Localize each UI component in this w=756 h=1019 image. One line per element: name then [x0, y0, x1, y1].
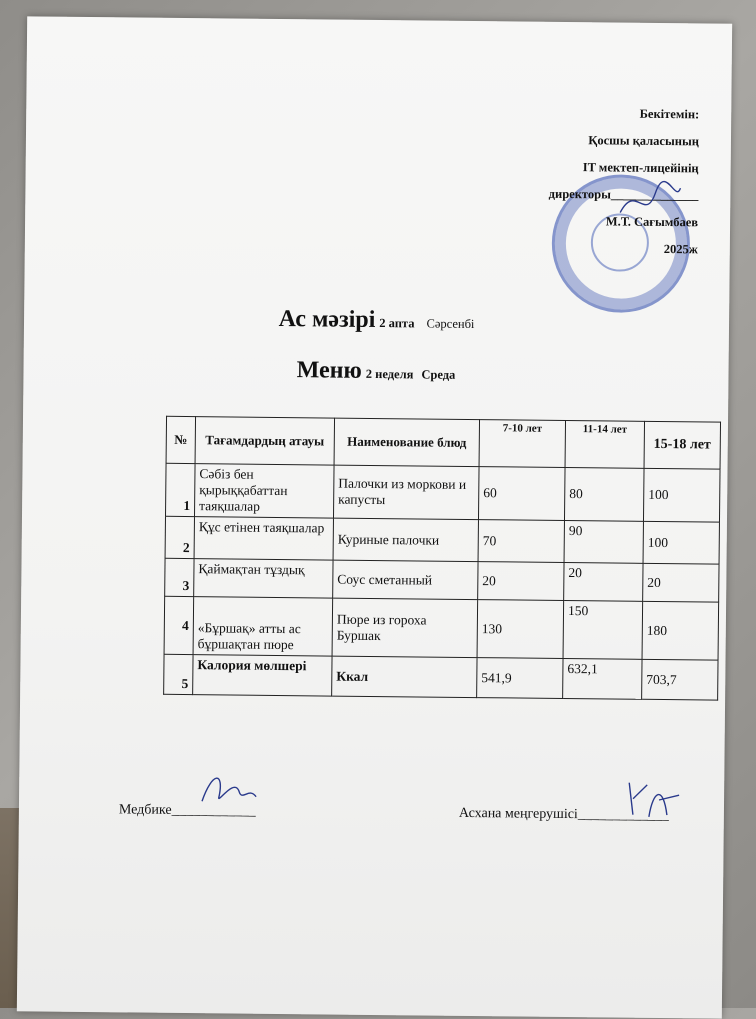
portion-15-18: 100 — [643, 468, 720, 522]
row-number: 2 — [165, 516, 194, 558]
header-dish-ru: Наименование блюд — [334, 418, 479, 467]
portion-7-10: 20 — [478, 562, 564, 601]
dish-kz: Сәбіз бен қырыққабаттан таяқшалар — [194, 464, 334, 518]
portion-7-10: 130 — [477, 600, 564, 659]
portion-15-18: 100 — [643, 521, 719, 564]
table-row — [164, 596, 719, 660]
director-signature — [615, 173, 686, 234]
title-russian-main: Меню — [296, 357, 362, 384]
portion-7-10: 60 — [478, 467, 565, 521]
menu-table — [163, 416, 721, 701]
title-russian-day: Среда — [421, 367, 456, 382]
title-russian — [23, 354, 728, 388]
head-signature — [619, 775, 689, 824]
approval-line-1: Бекітемін: — [639, 106, 700, 122]
portion-11-14: 80 — [564, 467, 644, 521]
header-age-11-14: 11-14 лет — [565, 420, 644, 468]
title-russian-week: 2 неделя — [365, 366, 414, 382]
approval-line-5: М.Т. Сағымбаев — [605, 214, 699, 230]
approval-line-4: директоры______________ — [548, 186, 699, 203]
header-age-15-18: 15-18 лет — [644, 421, 720, 469]
dish-kz: Қаймақтан тұздық — [194, 559, 333, 598]
nurse-label: Медбике — [118, 802, 172, 818]
dish-ru: Пюре из гороха Буршак — [332, 598, 478, 658]
calories-label-kz: Калория мөлшері — [193, 655, 332, 696]
header-dish-kz: Тағамдардың атауы — [195, 417, 334, 465]
table-row — [165, 558, 719, 602]
calories-11-14: 632,1 — [563, 658, 642, 699]
portion-11-14: 90 — [564, 520, 643, 563]
header-number: № — [166, 416, 195, 463]
head-signature-line: Асхана меңгерушісі_____________ — [458, 805, 669, 824]
dish-ru: Куриные палочки — [333, 518, 478, 562]
portion-11-14: 150 — [563, 600, 643, 659]
table-row — [166, 463, 721, 522]
nurse-signature — [194, 766, 264, 812]
approval-line-3: IT мектеп-лицейінің — [582, 160, 699, 176]
calories-15-18: 703,7 — [642, 659, 718, 700]
table-row-total — [164, 654, 718, 700]
head-label: Асхана меңгерушісі — [458, 805, 578, 823]
table-row — [165, 516, 719, 564]
row-number: 5 — [164, 654, 193, 694]
dish-ru: Палочки из моркови и капусты — [333, 465, 479, 520]
table-header-row — [166, 416, 720, 469]
row-number: 3 — [165, 558, 194, 596]
approval-line-2: Қосшы қаласының — [588, 133, 700, 149]
title-kazakh-main: Ас мәзірі — [278, 305, 376, 333]
portion-11-14: 20 — [564, 562, 643, 601]
portion-15-18: 20 — [643, 563, 719, 602]
nurse-signature-line: Медбике____________ — [118, 802, 256, 819]
portion-7-10: 70 — [478, 520, 564, 563]
dish-kz: Құс етінен таяқшалар — [194, 517, 333, 560]
header-age-7-10: 7-10 лет — [479, 420, 565, 468]
row-number: 4 — [164, 596, 194, 654]
calories-label-ru: Ккал — [332, 656, 477, 698]
calories-7-10: 541,9 — [477, 658, 563, 699]
dish-ru: Соус сметанный — [333, 560, 478, 600]
portion-15-18: 180 — [642, 601, 719, 660]
dish-kz: «Бұршақ» атты ас бұршақтан пюре — [193, 597, 333, 656]
approval-line-6: 2025ж — [663, 242, 698, 257]
title-kazakh-day: Сәрсенбі — [426, 316, 475, 332]
document-page — [17, 16, 732, 1018]
title-kazakh-week: 2 апта — [379, 316, 415, 331]
row-number: 1 — [166, 463, 196, 516]
